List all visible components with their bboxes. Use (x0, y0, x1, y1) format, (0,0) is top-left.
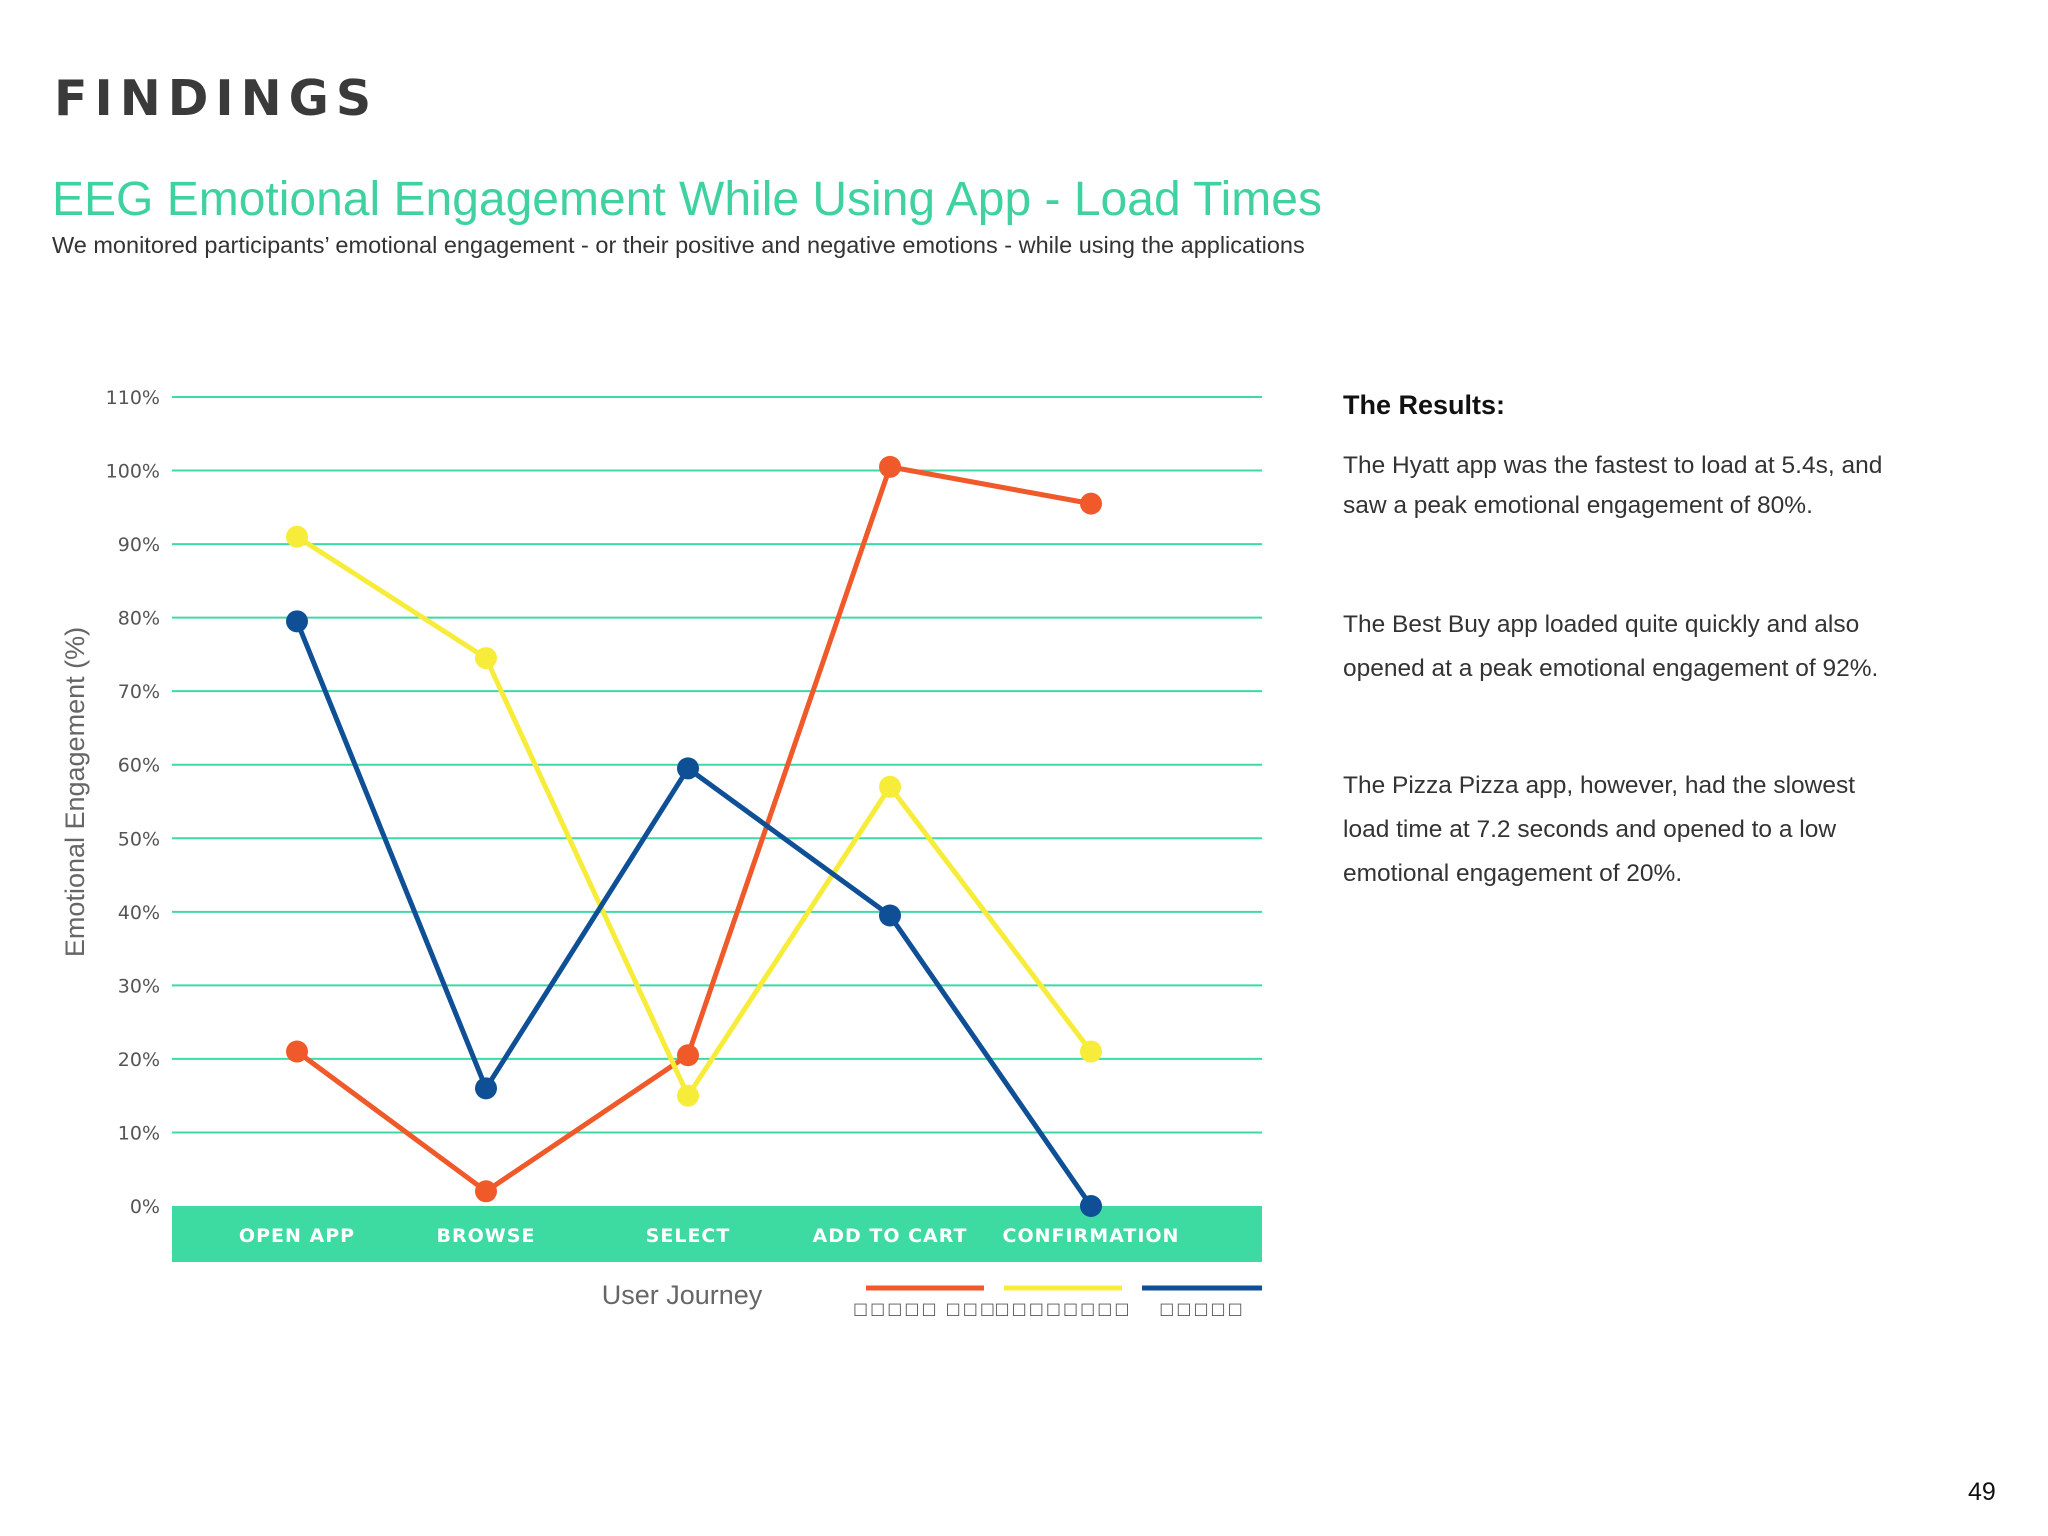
data-point (475, 647, 497, 669)
series-lines (286, 456, 1102, 1217)
y-tick-label: 50% (117, 828, 160, 851)
y-tick-label: 40% (117, 901, 160, 924)
series-3 (286, 610, 1102, 1217)
x-tick-label: CONFIRMATION (1002, 1225, 1180, 1247)
legend-label: □□□□□ (1159, 1299, 1245, 1318)
y-tick-label: 80% (117, 607, 160, 630)
y-axis-title: Emotional Engagement (%) (60, 626, 90, 958)
y-tick-label: 70% (117, 681, 160, 704)
data-point (475, 1180, 497, 1202)
data-point (879, 904, 901, 926)
x-tick-label: SELECT (645, 1225, 731, 1247)
data-point (286, 1041, 308, 1063)
series-line (297, 621, 1091, 1206)
data-point (677, 1044, 699, 1066)
y-tick-label: 0% (129, 1196, 160, 1218)
chart-title: EEG Emotional Engagement While Using App - Load Times (52, 173, 1322, 226)
data-point (879, 456, 901, 478)
data-point (286, 610, 308, 632)
y-tick-label: 60% (117, 754, 160, 777)
y-tick-label: 110% (105, 387, 160, 409)
y-tick-label: 90% (117, 534, 160, 557)
x-tick-label: BROWSE (436, 1225, 536, 1247)
data-point (677, 1085, 699, 1107)
y-tick-labels (106, 387, 160, 1218)
data-point (286, 526, 308, 548)
y-tick-label: 20% (117, 1048, 160, 1071)
legend (853, 1288, 1262, 1318)
x-tick-label: OPEN APP (238, 1225, 356, 1247)
y-tick-label: 30% (117, 975, 160, 998)
data-point (879, 776, 901, 798)
y-tick-label: 10% (117, 1122, 160, 1145)
legend-label: □□□□□□□□ (994, 1299, 1132, 1318)
chart-description: We monitored participants’ emotional engagement - or their positive and negative emotions - while using the applications (52, 232, 1305, 258)
page-heading: FINDINGS (54, 70, 379, 127)
data-point (475, 1077, 497, 1099)
result-paragraph-hyatt: The Hyatt app was the fastest to load at 5.4s, and saw a peak emotional engagement of 80%. (1343, 452, 1883, 519)
series-line (297, 537, 1091, 1096)
page-number: 49 (1968, 1478, 1996, 1506)
results-title: The Results: (1343, 390, 1506, 420)
result-paragraph-pizza-pizza: The Pizza Pizza app, however, had the slowest load time at 7.2 seconds and opened to a low emotional engagement of 20%. (1343, 772, 1856, 887)
legend-label: □□□□□ □□□ (852, 1299, 998, 1318)
x-tick-label: ADD TO CART (812, 1225, 968, 1247)
y-tick-label: 100% (105, 460, 160, 483)
series-2 (286, 526, 1102, 1107)
data-point (1080, 493, 1102, 515)
data-point (1080, 1195, 1102, 1217)
result-paragraph-best-buy: The Best Buy app loaded quite quickly and also opened at a peak emotional engagement of 92%. (1343, 611, 1879, 682)
data-point (1080, 1041, 1102, 1063)
x-axis-title: User Journey (601, 1280, 763, 1310)
data-point (677, 757, 699, 779)
